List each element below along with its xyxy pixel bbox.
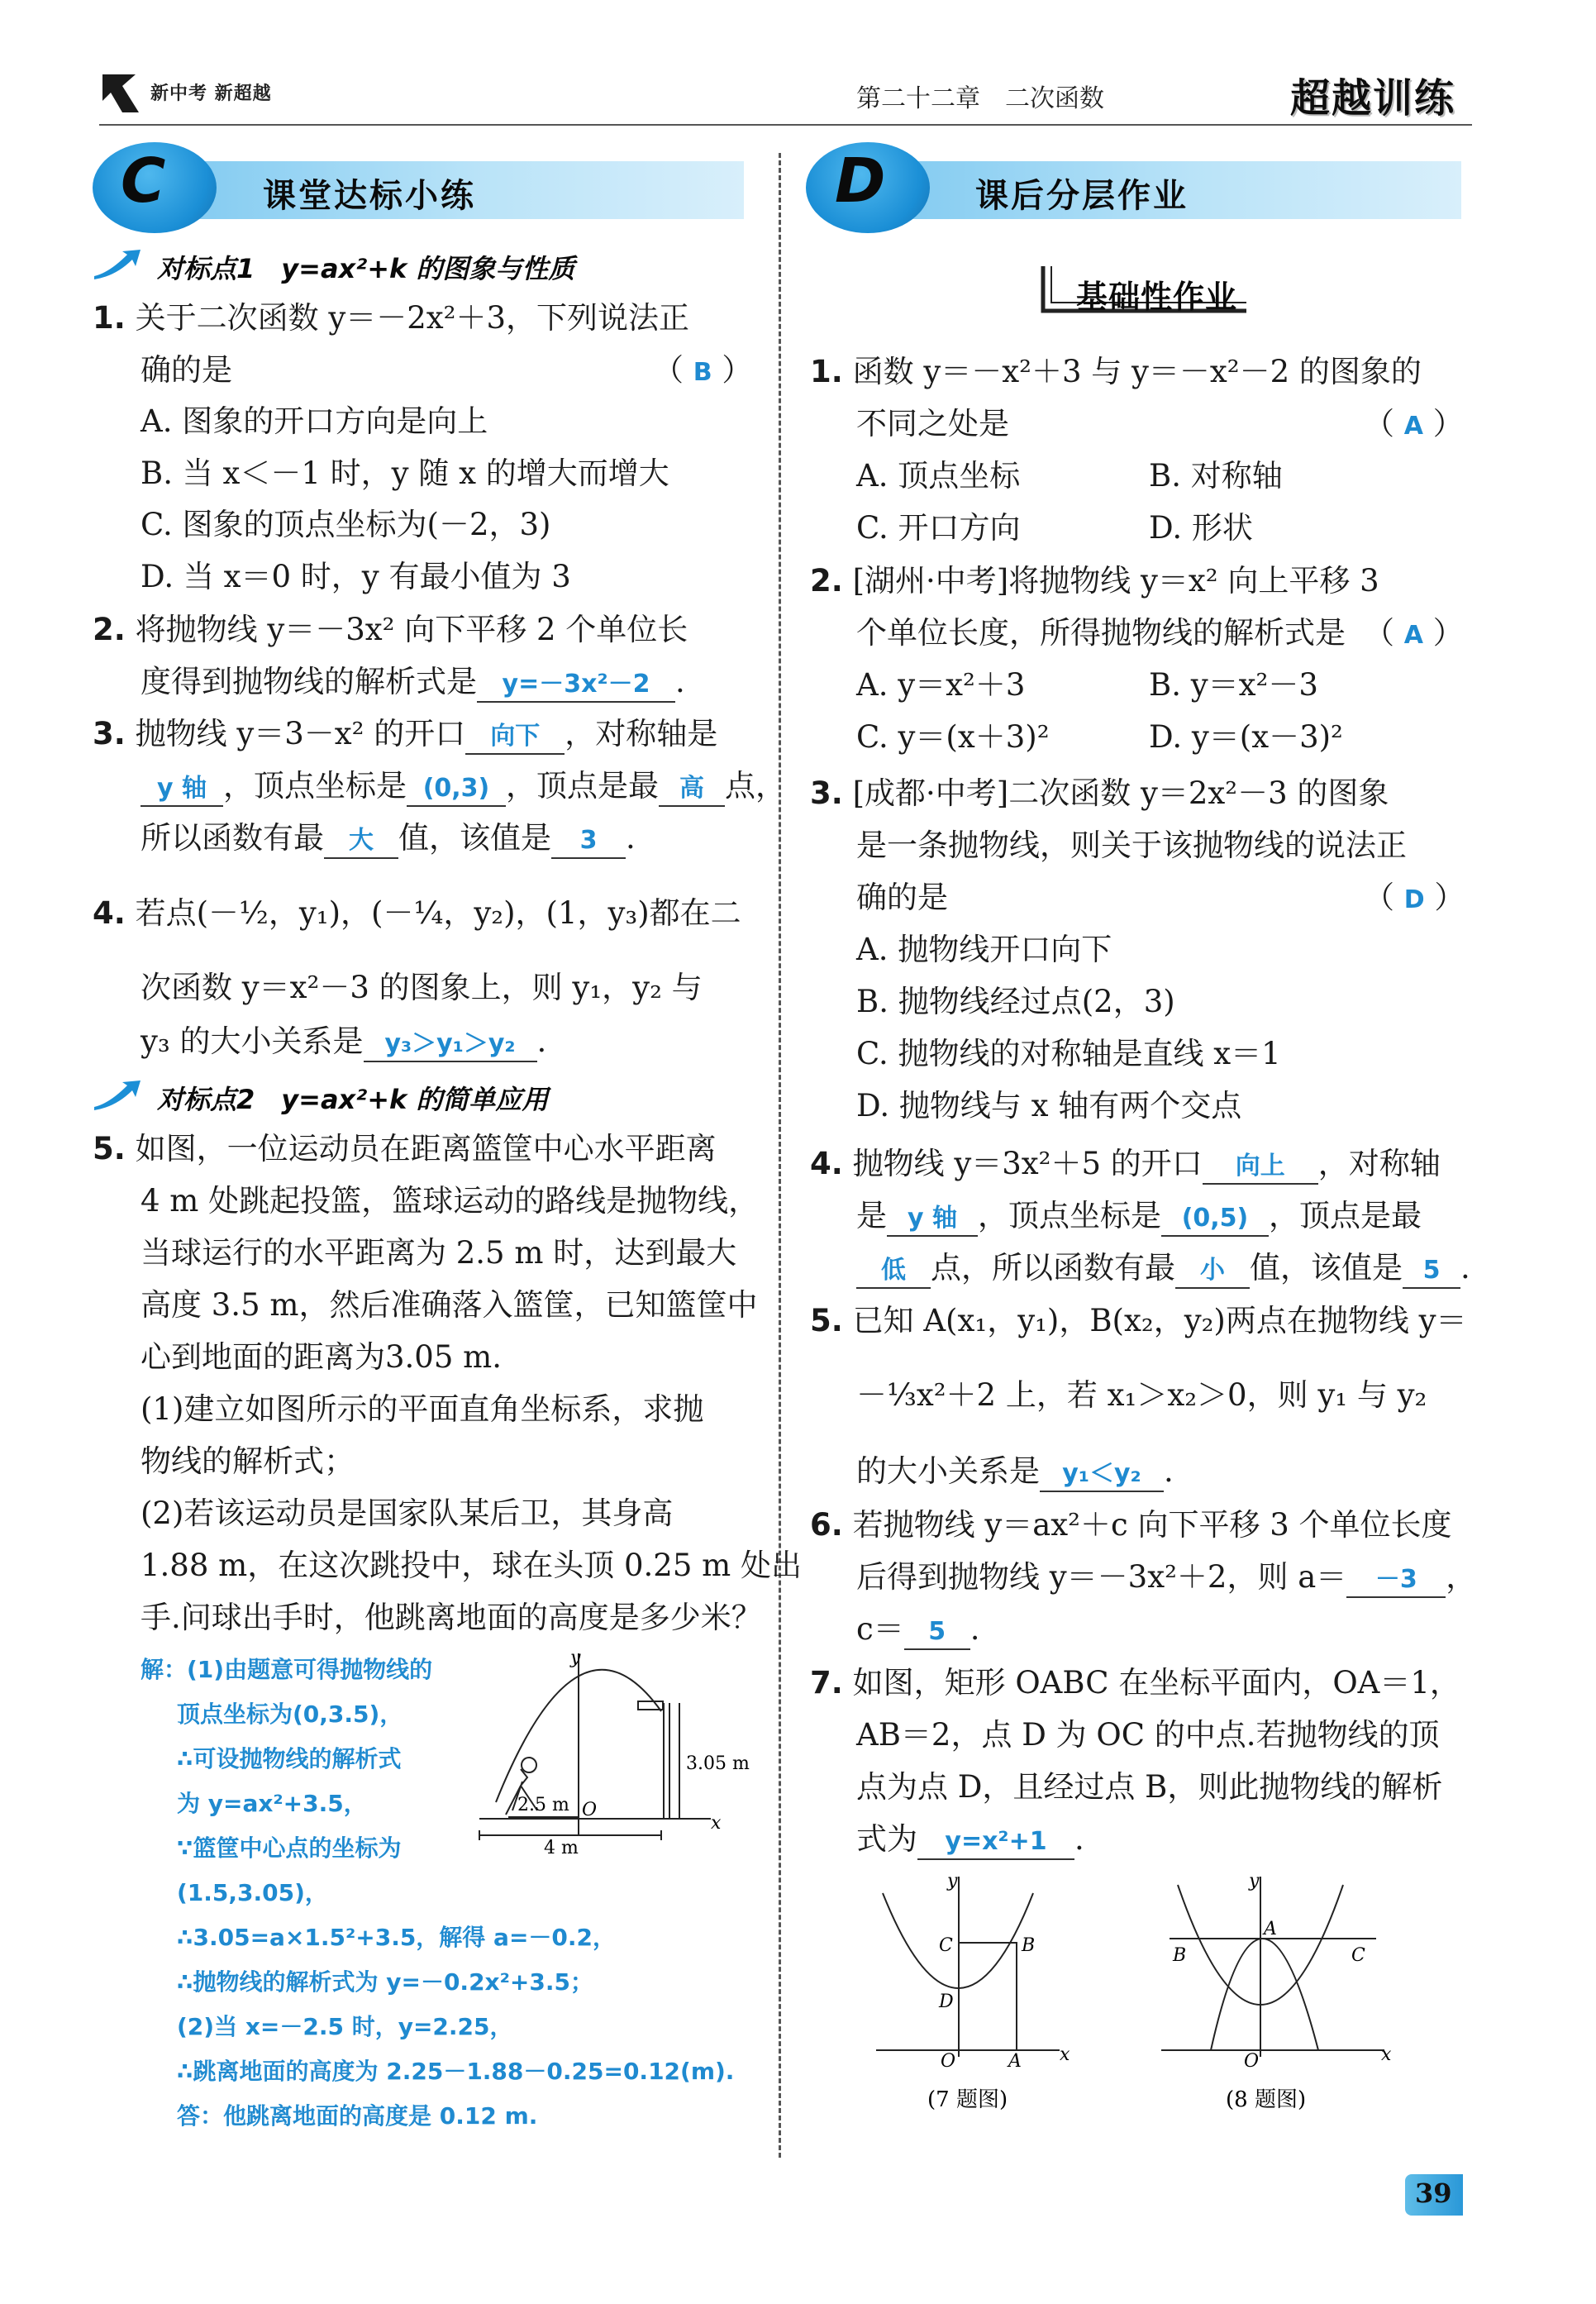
r-q1-option-d: D. 形状 bbox=[1149, 510, 1253, 546]
svg-text:O: O bbox=[1244, 2051, 1260, 2072]
figure-7-caption: (7 题图) bbox=[927, 2087, 1008, 2112]
q5-line-4: 心到地面的距离为3.05 m. bbox=[141, 1339, 502, 1375]
r-q3-line: 3. [成都·中考]二次函数 y＝2x²－3 的图象 bbox=[810, 775, 1389, 811]
r-q3-option-c: C. 抛物线的对称轴是直线 x＝1 bbox=[856, 1036, 1281, 1071]
r-q2-answer-paren: （ A ） bbox=[1364, 615, 1464, 651]
svg-text:y: y bbox=[947, 1871, 958, 1891]
solution-line-10: 答：他跳离地面的高度是 0.12 m. bbox=[177, 2102, 538, 2130]
r-q1-line2: 不同之处是 bbox=[856, 406, 1009, 441]
basketball-figure bbox=[463, 1645, 769, 1860]
q3-line: 3. 抛物线 y＝3－x² 的开口 向下 ，对称轴是 bbox=[93, 718, 717, 755]
r-q3-option-b: B. 抛物线经过点(2，3) bbox=[856, 984, 1175, 1019]
chapter-title: 第二十二章 二次函数 bbox=[856, 84, 1104, 113]
fig5-x-label: x bbox=[711, 1813, 722, 1834]
q3-answer-4: 高 bbox=[659, 772, 725, 807]
q5-line-0: 5. 如图，一位运动员在距离篮筐中心水平距离 bbox=[93, 1131, 717, 1166]
solution-line-8: (2)当 x=－2.5 时，y=2.25， bbox=[177, 2013, 513, 2040]
svg-text:x: x bbox=[1060, 2044, 1070, 2065]
solution-line-9: ∴跳离地面的高度为 2.25－1.88－0.25=0.12(m). bbox=[177, 2058, 735, 2085]
fig5-height: 3.05 m bbox=[686, 1753, 750, 1774]
q5-line-8: 1.88 m，在这次跳投中，球在头顶 0.25 m 处出 bbox=[141, 1548, 802, 1583]
r-q4-answer-1: 向上 bbox=[1203, 1150, 1318, 1185]
svg-text:C: C bbox=[1351, 1945, 1365, 1966]
brand-text: 新中考 新超越 bbox=[150, 83, 272, 104]
q1-option-a: A. 图象的开口方向是向上 bbox=[141, 403, 488, 439]
svg-text:B: B bbox=[1173, 1945, 1187, 1966]
point1-heading: 对标点1 y=ax²+k 的图象与性质 bbox=[157, 253, 575, 284]
r-q6-line: 6. 若抛物线 y＝ax²＋c 向下平移 3 个单位长度 bbox=[810, 1507, 1452, 1543]
svg-text:A: A bbox=[1008, 2051, 1022, 2072]
r-q1-answer: A bbox=[1403, 412, 1423, 441]
solution-line-2: ∴可设抛物线的解析式 bbox=[177, 1745, 402, 1772]
r-q4-answer-6: 5 bbox=[1403, 1254, 1460, 1289]
figure-8 bbox=[1153, 1868, 1401, 2116]
q1-answer-paren: （ B ） bbox=[653, 352, 753, 388]
column-divider bbox=[779, 153, 781, 2158]
r-q7-line3: 点为点 D，且经过点 B，则此抛物线的解析 bbox=[856, 1769, 1443, 1805]
q4-line3: y₃ 的大小关系是 y₃＞y₁＞y₂ . bbox=[141, 1025, 546, 1062]
q1-answer: B bbox=[693, 358, 712, 387]
figure-8-caption: (8 题图) bbox=[1226, 2087, 1307, 2112]
section-c-title: 课堂达标小练 bbox=[263, 177, 476, 215]
q2-line: 2. 将抛物线 y＝－3x² 向下平移 2 个单位长 bbox=[93, 612, 688, 647]
solution-line-7: ∴抛物线的解析式为 y=－0.2x²+3.5； bbox=[177, 1968, 593, 1996]
q5-line-7: (2)若该运动员是国家队某后卫，其身高 bbox=[141, 1495, 674, 1531]
q3-line3: 所以函数有最 大 值，该值是 3 . bbox=[141, 822, 636, 859]
r-q7-line2: AB＝2，点 D 为 OC 的中点.若抛物线的顶 bbox=[856, 1717, 1440, 1753]
q3-line2: y 轴 ，顶点坐标是 (0,3) ，顶点是最 高 点， bbox=[141, 770, 786, 807]
q4-line: 4. 若点(－½，y₁)，(－¼，y₂)，(1，y₃)都在二 bbox=[93, 895, 741, 931]
r-q2-option-d: D. y＝(x－3)² bbox=[1149, 719, 1343, 755]
r-q1-option-c: C. 开口方向 bbox=[856, 510, 1021, 546]
q2-line2: 度得到抛物线的解析式是 y=－3x²－2 . bbox=[141, 665, 685, 703]
r-q4-line: 4. 抛物线 y＝3x²＋5 的开口 向上 ，对称轴 bbox=[810, 1147, 1441, 1185]
solution-line-0: 解：(1)由题意可得抛物线的 bbox=[141, 1656, 433, 1683]
q3-answer-5: 大 bbox=[324, 824, 398, 859]
svg-text:O: O bbox=[941, 2051, 956, 2072]
solution-line-1: 顶点坐标为(0,3.5)， bbox=[177, 1701, 403, 1728]
q2-answer: y=－3x²－2 bbox=[477, 668, 675, 703]
r-q5-line2: －⅓x²＋2 上，若 x₁＞x₂＞0，则 y₁ 与 y₂ bbox=[856, 1377, 1427, 1413]
r-q6-line3: c＝ 5 . bbox=[856, 1613, 980, 1650]
r-q4-answer-3: (0,5) bbox=[1161, 1202, 1269, 1237]
q5-line-9: 手.问球出手时，他跳离地面的高度是多少米？ bbox=[141, 1600, 762, 1635]
fig5-dist-1: 2.5 m bbox=[517, 1795, 569, 1815]
r-q4-line2: 是 y 轴 ，顶点坐标是 (0,5) ，顶点是最 bbox=[856, 1200, 1422, 1237]
r-q6-answer-c: 5 bbox=[904, 1615, 970, 1650]
q1-line: 1. 关于二次函数 y＝－2x²＋3，下列说法正 bbox=[93, 300, 690, 336]
q5-line-1: 4 m 处跳起投篮，篮球运动的路线是抛物线， bbox=[141, 1183, 760, 1219]
r-q2-line2: 个单位长度，所得抛物线的解析式是 bbox=[856, 615, 1346, 651]
q3-answer-1: 向下 bbox=[465, 720, 565, 755]
solution-line-5: (1.5,3.05)， bbox=[177, 1879, 328, 1906]
solution-line-3: 为 y=ax²+3.5， bbox=[177, 1790, 367, 1817]
r-q2-answer: A bbox=[1403, 621, 1423, 650]
point1-arrow-icon bbox=[93, 248, 142, 281]
svg-text:x: x bbox=[1381, 2044, 1392, 2065]
r-q5-line: 5. 已知 A(x₁，y₁)，B(x₂，y₂)两点在抛物线 y＝ bbox=[810, 1303, 1467, 1338]
r-q2-option-a: A. y＝x²＋3 bbox=[856, 667, 1026, 703]
svg-text:C: C bbox=[939, 1935, 953, 1956]
solution-line-6: ∴3.05=a×1.5²+3.5，解得 a=－0.2， bbox=[177, 1924, 617, 1951]
q1-line2: 确的是 bbox=[141, 352, 232, 388]
svg-text:A: A bbox=[1264, 1919, 1277, 1939]
r-q4-answer-4: 低 bbox=[856, 1254, 931, 1289]
section-d-letter: D bbox=[835, 145, 886, 217]
svg-text:D: D bbox=[939, 1992, 954, 2012]
solution-line-4: ∵篮筐中心点的坐标为 bbox=[177, 1834, 402, 1862]
q5-line-2: 当球运行的水平距离为 2.5 m 时，达到最大 bbox=[141, 1235, 737, 1271]
r-q2-line: 2. [湖州·中考]将抛物线 y＝x² 向上平移 3 bbox=[810, 563, 1379, 599]
point2-heading: 对标点2 y=ax²+k 的简单应用 bbox=[157, 1084, 549, 1115]
r-q4-answer-2: y 轴 bbox=[887, 1202, 978, 1237]
figure-7 bbox=[868, 1868, 1083, 2116]
r-q6-line2: 后得到抛物线 y＝－3x²＋2，则 a＝ －3 ， bbox=[856, 1561, 1476, 1598]
r-q1-line: 1. 函数 y＝－x²＋3 与 y＝－x²－2 的图象的 bbox=[810, 354, 1422, 389]
r-q7-line4: 式为 y=x²+1 . bbox=[856, 1823, 1084, 1860]
q3-answer-3: (0,3) bbox=[407, 772, 506, 807]
q4-answer: y₃＞y₁＞y₂ bbox=[364, 1028, 537, 1062]
section-c-letter: C bbox=[121, 145, 166, 217]
r-q4-line3: 低 点，所以函数有最 小 值，该值是 5 . bbox=[856, 1252, 1470, 1289]
header-rule bbox=[99, 124, 1472, 126]
q3-answer-6: 3 bbox=[551, 824, 626, 859]
r-q3-line2: 是一条抛物线，则关于该抛物线的说法正 bbox=[856, 828, 1407, 863]
fig5-origin-label: O bbox=[582, 1800, 598, 1820]
fig5-y-label: y bbox=[570, 1648, 581, 1668]
r-q6-answer-a: －3 bbox=[1346, 1563, 1446, 1598]
r-q3-answer-paren: （ D ） bbox=[1364, 880, 1465, 915]
r-q3-option-d: D. 抛物线与 x 轴有两个交点 bbox=[856, 1088, 1242, 1123]
q1-option-b: B. 当 x＜－1 时，y 随 x 的增大而增大 bbox=[141, 456, 669, 491]
page-number: 39 bbox=[1415, 2178, 1452, 2209]
svg-text:B: B bbox=[1022, 1935, 1036, 1956]
q5-line-5: (1)建立如图所示的平面直角坐标系，求抛 bbox=[141, 1391, 704, 1427]
series-title: 超越训练 bbox=[1289, 75, 1455, 122]
r-q2-option-c: C. y＝(x＋3)² bbox=[856, 719, 1050, 755]
brand-arrow-icon bbox=[98, 68, 141, 116]
svg-text:y: y bbox=[1249, 1871, 1260, 1891]
r-q3-line3: 确的是 bbox=[856, 880, 948, 915]
r-q7-answer: y=x²+1 bbox=[917, 1825, 1074, 1860]
r-q1-option-b: B. 对称轴 bbox=[1149, 458, 1283, 494]
r-q5-answer: y₁＜y₂ bbox=[1040, 1457, 1164, 1492]
q3-answer-2: y 轴 bbox=[141, 772, 223, 807]
r-q3-option-a: A. 抛物线开口向下 bbox=[856, 932, 1112, 967]
subhead-title: 基础性作业 bbox=[1076, 279, 1238, 315]
fig5-dist-2: 4 m bbox=[544, 1838, 579, 1858]
q4-line2: 次函数 y＝x²－3 的图象上，则 y₁，y₂ 与 bbox=[141, 970, 703, 1005]
r-q5-line3: 的大小关系是 y₁＜y₂ . bbox=[856, 1455, 1174, 1492]
q5-line-3: 高度 3.5 m，然后准确落入篮筐，已知篮筐中 bbox=[141, 1287, 758, 1323]
r-q3-answer: D bbox=[1403, 885, 1425, 914]
point2-arrow-icon bbox=[93, 1079, 142, 1112]
q1-option-c: C. 图象的顶点坐标为(－2，3) bbox=[141, 507, 551, 542]
q1-option-d: D. 当 x＝0 时，y 有最小值为 3 bbox=[141, 559, 571, 594]
r-q2-option-b: B. y＝x²－3 bbox=[1149, 667, 1318, 703]
r-q7-line: 7. 如图，矩形 OABC 在坐标平面内，OA＝1， bbox=[810, 1665, 1460, 1701]
r-q1-option-a: A. 顶点坐标 bbox=[856, 458, 1021, 494]
section-d-title: 课后分层作业 bbox=[975, 177, 1189, 215]
r-q1-answer-paren: （ A ） bbox=[1364, 406, 1464, 441]
q5-line-6: 物线的解析式； bbox=[141, 1443, 355, 1479]
q1-number: 1. bbox=[93, 300, 126, 336]
r-q4-answer-5: 小 bbox=[1175, 1254, 1250, 1289]
